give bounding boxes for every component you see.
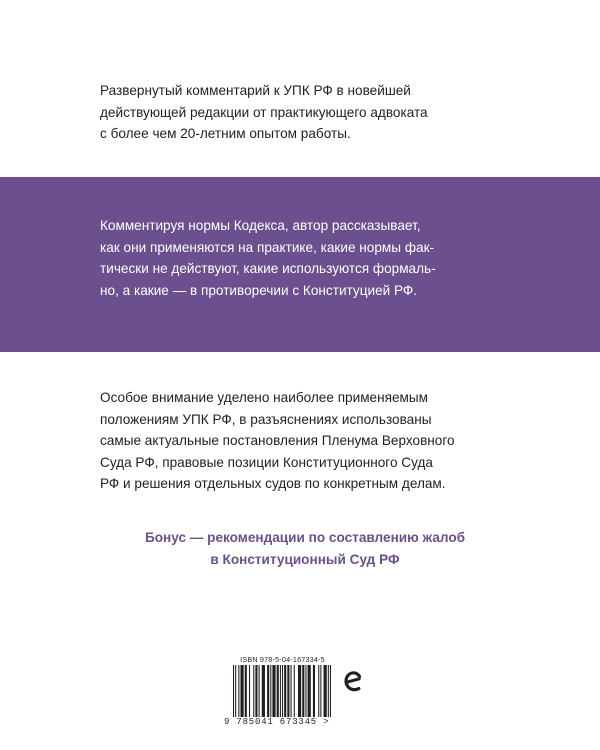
barcode-bar: [262, 665, 265, 717]
barcode-digits: 9 785041 673345 >: [224, 717, 330, 727]
barcode-bar: [272, 665, 275, 717]
details-line: Суда РФ, правовые позиции Конституционного Суда: [100, 454, 433, 470]
isbn-label: ISBN 978-5-04-167334-5: [240, 655, 325, 664]
intro-line: Развернутый комментарий к УПК РФ в новейшей: [100, 83, 411, 98]
band-line: как они применяются на практике, какие нормы фак-: [100, 239, 435, 255]
barcode-bar: [320, 665, 321, 717]
details-paragraph: [100, 387, 500, 495]
details-line: РФ и решения отдельных судов по конкретным делам.: [100, 476, 446, 491]
barcode-bar: [249, 665, 250, 717]
barcode-bar: [245, 665, 247, 717]
barcode-bar: [328, 665, 329, 717]
band-paragraph: [100, 215, 500, 301]
barcode-bar: [277, 665, 279, 717]
barcode-bar: [294, 665, 295, 717]
bonus-line: Бонус — рекомендации по составлению жалоб: [144, 530, 466, 545]
barcode-bar: [324, 665, 327, 717]
barcode-bar: [330, 665, 331, 717]
barcode-bar: [282, 665, 283, 717]
barcode-bar: [287, 665, 289, 717]
band-line: но, а какие — в противоречии с Конституцией РФ.: [100, 282, 418, 298]
barcode-bar: [313, 665, 315, 717]
barcode-bar: [253, 665, 254, 717]
details-line: Особое внимание уделено наиболее применяемым: [100, 390, 429, 405]
barcode-bar: [284, 665, 286, 717]
barcode-bar: [280, 665, 281, 717]
barcode-bar: [302, 665, 304, 717]
intro-paragraph: [100, 80, 500, 145]
barcode-bar: [318, 665, 319, 717]
bonus-line: в Конституционный Суд РФ: [210, 551, 400, 567]
details-line: самые актуальные постановления Пленума Верховного: [100, 433, 455, 448]
barcode-bar: [238, 665, 239, 717]
intro-line: действующей редакции от практикующего адвоката: [100, 104, 428, 120]
band-line: тически не действуют, какие используются формаль-: [100, 261, 436, 276]
barcode-bar: [235, 665, 236, 717]
barcode-bar: [267, 665, 269, 717]
barcode-bars: [233, 665, 331, 717]
details-line: положениям УПК РФ, в разъяснениях использованы: [100, 411, 432, 427]
barcode-bar: [291, 665, 292, 717]
barcode-bar: [305, 665, 306, 717]
intro-line: с более чем 20-летним опытом работы.: [100, 126, 351, 141]
barcode-bar: [259, 665, 260, 717]
bonus-note: [135, 527, 475, 570]
band-line: Комментируя нормы Кодекса, автор рассказывает,: [100, 218, 421, 233]
barcode-bar: [270, 665, 271, 717]
publisher-e-logo-icon: [338, 667, 366, 697]
barcode: [224, 665, 336, 731]
barcode-bar: [298, 665, 301, 717]
barcode-bar: [233, 665, 234, 717]
barcode-bar: [240, 665, 243, 717]
barcode-bar: [255, 665, 257, 717]
barcode-bar: [308, 665, 311, 717]
